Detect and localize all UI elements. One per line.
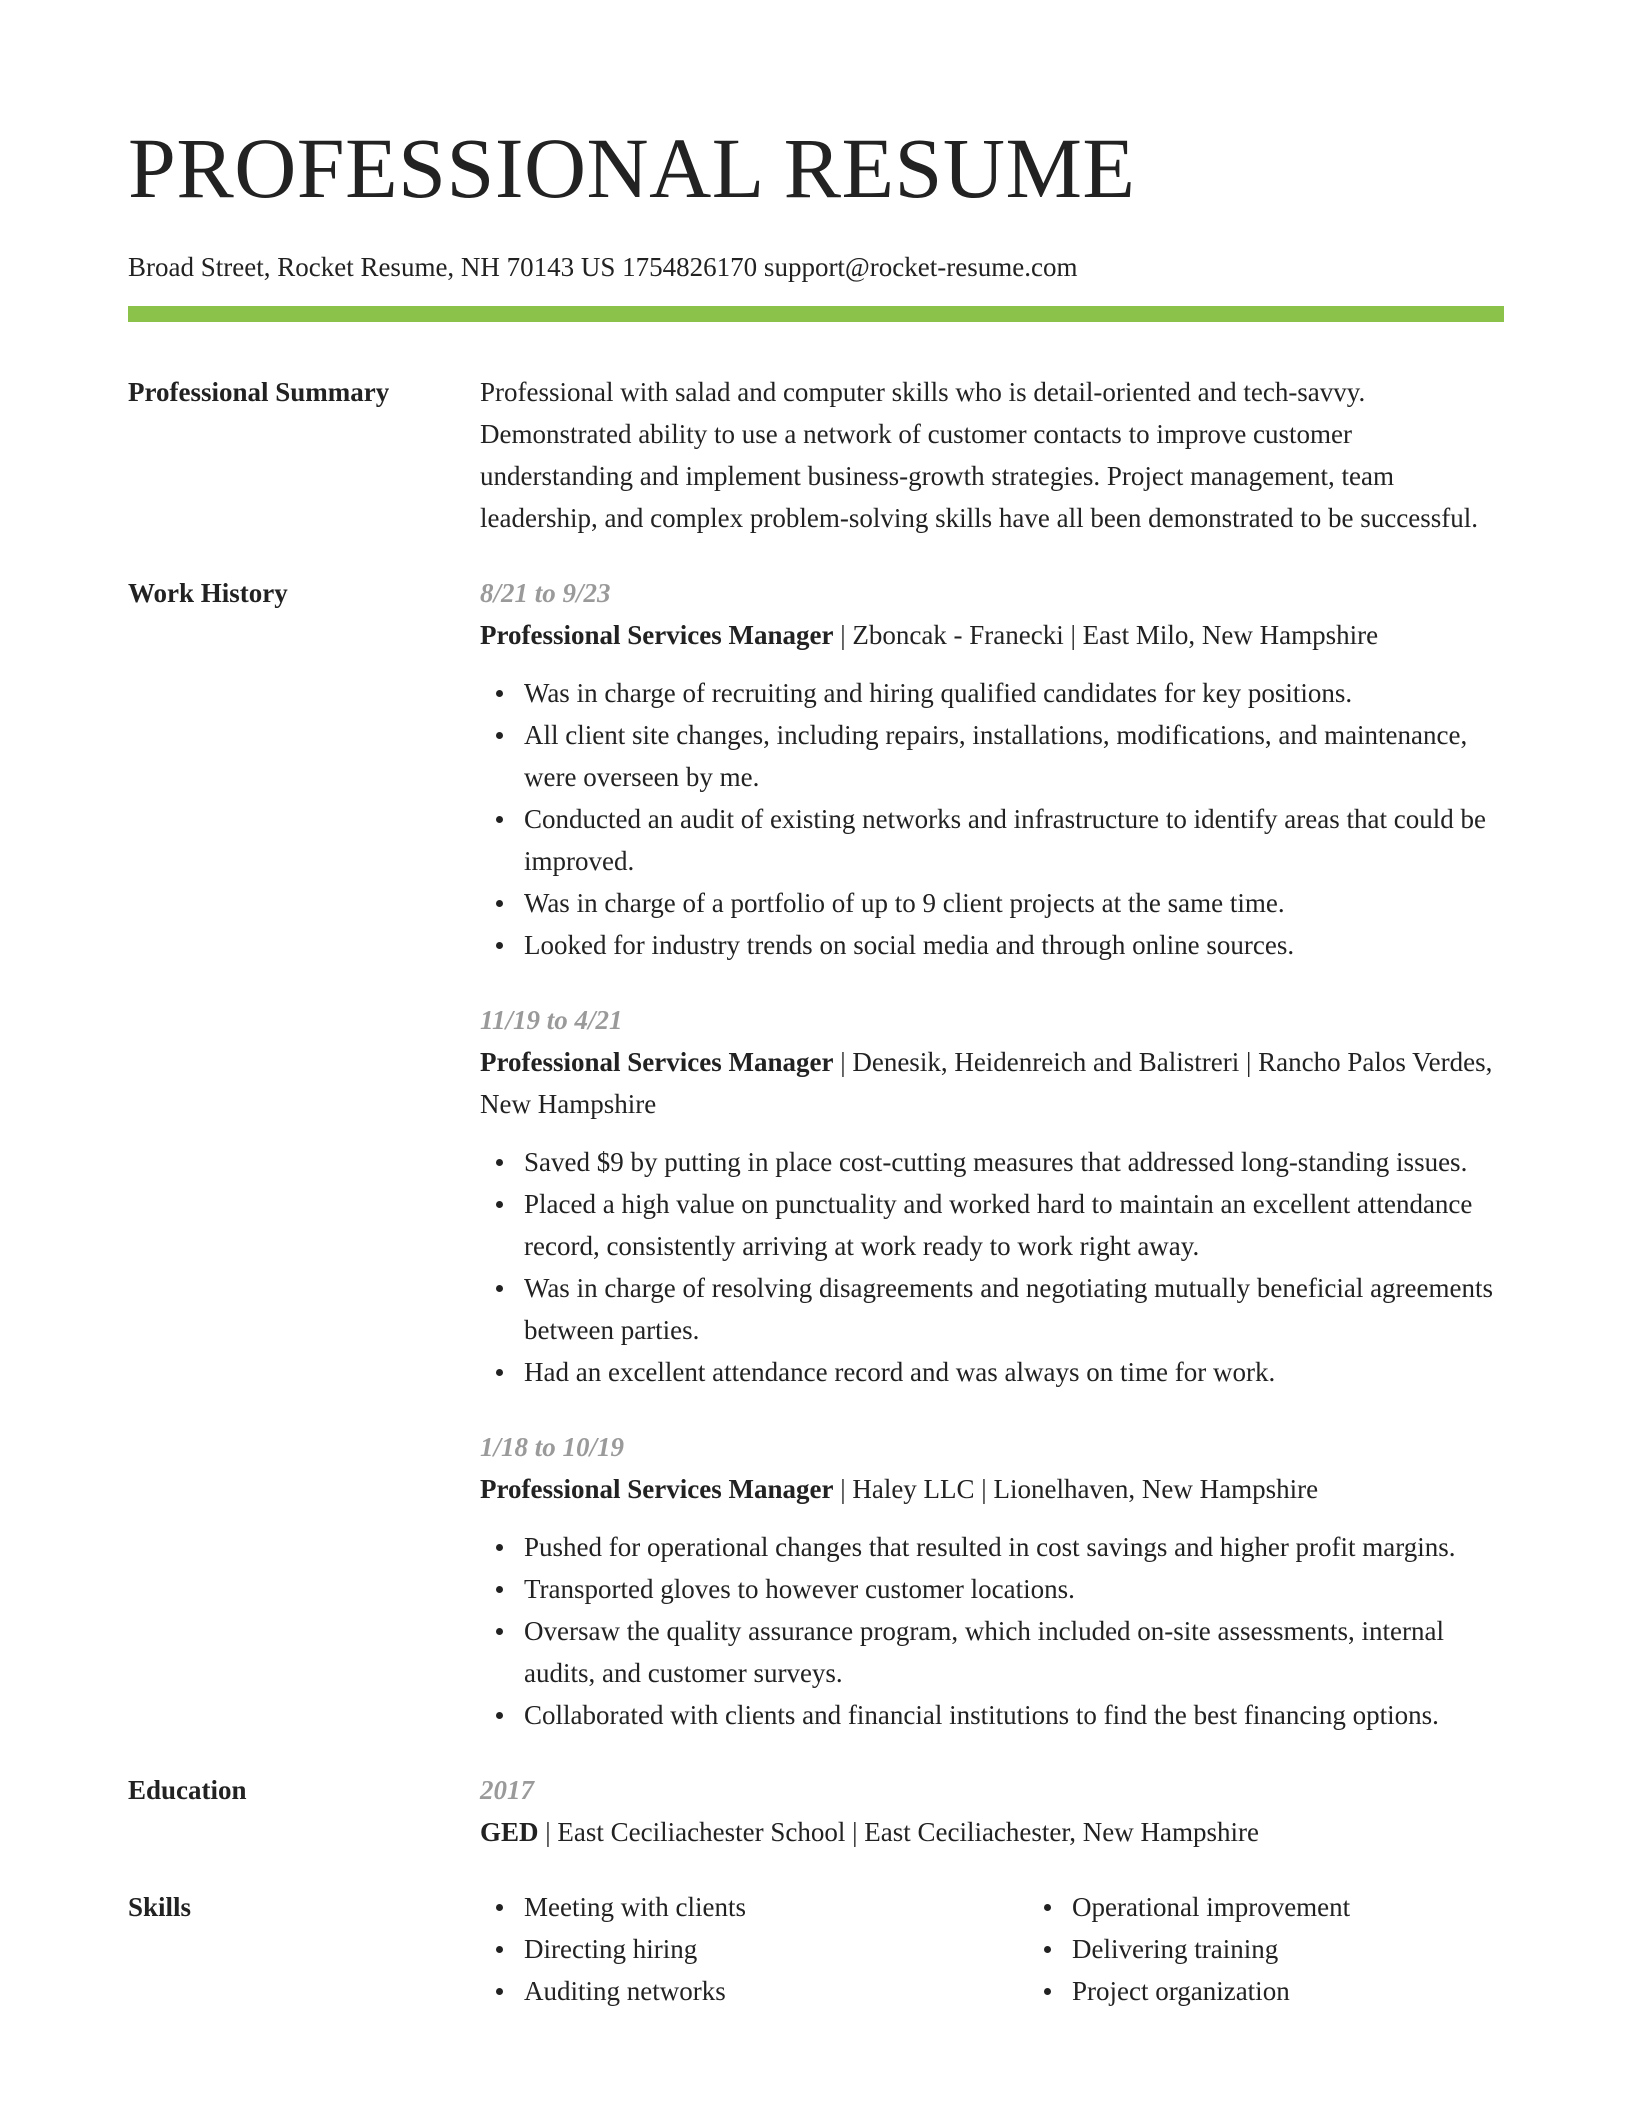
education-year: 2017 xyxy=(480,1775,534,1805)
summary-section xyxy=(128,371,1504,539)
summary-text: Professional with salad and computer skills who is detail-oriented and tech-savvy. Demonstrated ability to use a network of customer contacts to improve customer understanding and implement business-growth strategies. Project management, team leadership, and complex problem-solving skills have all been demonstrated to be successful. xyxy=(480,377,1478,533)
education-body xyxy=(480,1769,1504,1853)
job-title: Professional Services Manager xyxy=(480,620,834,650)
skill-item: Operational improvement xyxy=(1072,1886,1576,1928)
job-details: | Haley LLC | Lionelhaven, New Hampshire xyxy=(833,1474,1319,1504)
job-bullets xyxy=(480,1141,1504,1393)
skill-item: Project organization xyxy=(1072,1970,1576,2012)
resume-title: PROFESSIONAL RESUME xyxy=(128,120,1136,216)
section-label-education: Education xyxy=(128,1775,247,1805)
resume-page xyxy=(128,0,1504,2012)
work-history-section xyxy=(128,572,1504,1736)
job-details: | Denesik, Heidenreich and Balistreri | Rancho Palos Verdes, New Hampshire xyxy=(480,1047,1493,1119)
job-details: | Zboncak - Franecki | East Milo, New Hampshire xyxy=(833,620,1379,650)
job-bullet: Collaborated with clients and financial institutions to find the best financing options. xyxy=(524,1694,1504,1736)
job-title: Professional Services Manager xyxy=(480,1474,834,1504)
skill-item: Directing hiring xyxy=(524,1928,1028,1970)
job-bullet: Transported gloves to however customer locations. xyxy=(524,1568,1504,1610)
job-bullet: Oversaw the quality assurance program, which included on-site assessments, internal audits, and customer surveys. xyxy=(524,1610,1504,1694)
job-dates: 11/19 to 4/21 xyxy=(480,1005,623,1035)
job-bullet: All client site changes, including repairs, installations, modifications, and maintenance, were overseen by me. xyxy=(524,714,1504,798)
work-history-body xyxy=(480,572,1504,1736)
job-dates: 8/21 to 9/23 xyxy=(480,578,611,608)
job-bullet: Pushed for operational changes that resulted in cost savings and higher profit margins. xyxy=(524,1526,1504,1568)
skills-column-2 xyxy=(1028,1886,1576,2012)
job-bullets xyxy=(480,1526,1504,1736)
job-bullet: Saved $9 by putting in place cost-cutting measures that addressed long-standing issues. xyxy=(524,1141,1504,1183)
job-bullet: Was in charge of recruiting and hiring qualified candidates for key positions. xyxy=(524,672,1504,714)
job-bullet: Placed a high value on punctuality and worked hard to maintain an excellent attendance record, consistently arriving at work ready to work right away. xyxy=(524,1183,1504,1267)
job-entry xyxy=(480,572,1504,966)
skills-body xyxy=(480,1886,1576,2012)
job-bullets xyxy=(480,672,1504,966)
job-bullet: Had an excellent attendance record and was always on time for work. xyxy=(524,1351,1504,1393)
job-entry xyxy=(480,1426,1504,1736)
job-bullet: Was in charge of a portfolio of up to 9 client projects at the same time. xyxy=(524,882,1504,924)
education-line xyxy=(480,1811,1504,1853)
contact-line: Broad Street, Rocket Resume, NH 70143 US 1754826170 support@rocket-resume.com xyxy=(128,252,1078,282)
education-section xyxy=(128,1769,1504,1853)
header-divider xyxy=(128,306,1504,322)
job-bullet: Was in charge of resolving disagreements and negotiating mutually beneficial agreements between parties. xyxy=(524,1267,1504,1351)
job-title-line xyxy=(480,1041,1504,1125)
skill-item: Auditing networks xyxy=(524,1970,1028,2012)
education-details: | East Ceciliachester School | East Ceciliachester, New Hampshire xyxy=(538,1817,1259,1847)
skill-item: Delivering training xyxy=(1072,1928,1576,1970)
job-title: Professional Services Manager xyxy=(480,1047,834,1077)
skills-grid xyxy=(480,1886,1576,2012)
skill-item: Meeting with clients xyxy=(524,1886,1028,1928)
skills-section xyxy=(128,1886,1504,2012)
education-degree: GED xyxy=(480,1817,539,1847)
skills-column-1 xyxy=(480,1886,1028,2012)
job-bullet: Looked for industry trends on social media and through online sources. xyxy=(524,924,1504,966)
job-title-line xyxy=(480,1468,1504,1510)
section-label-summary: Professional Summary xyxy=(128,377,390,407)
section-label-skills: Skills xyxy=(128,1892,192,1922)
job-dates: 1/18 to 10/19 xyxy=(480,1432,625,1462)
job-bullet: Conducted an audit of existing networks and infrastructure to identify areas that could be improved. xyxy=(524,798,1504,882)
job-title-line xyxy=(480,614,1504,656)
job-entry xyxy=(480,999,1504,1393)
section-label-work-history: Work History xyxy=(128,578,288,608)
